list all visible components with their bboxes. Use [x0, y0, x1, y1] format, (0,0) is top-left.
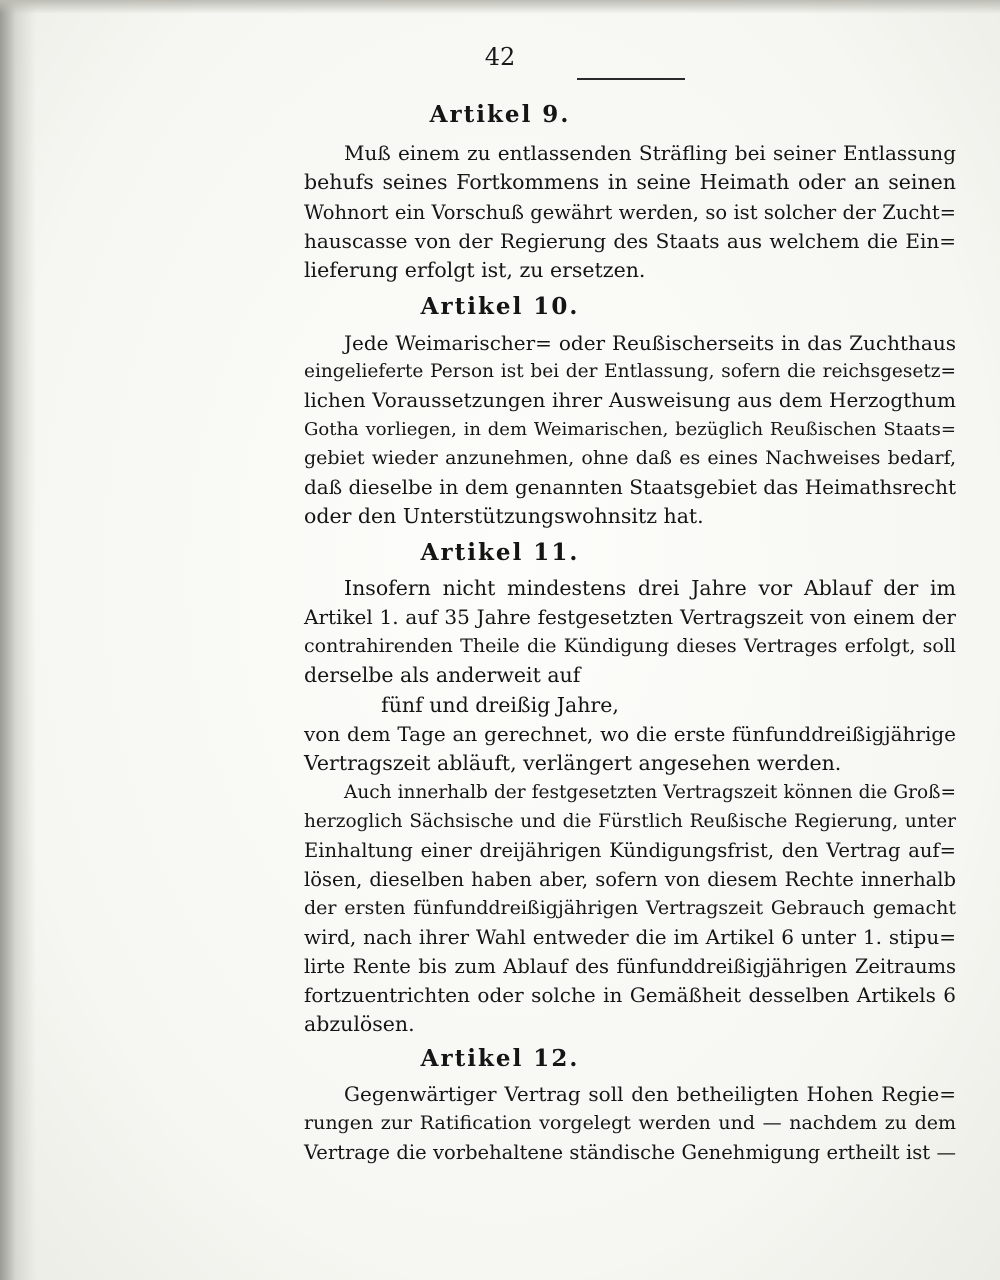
page-number: 42 — [484, 43, 516, 71]
text-line: Vertragszeit abläuft, verlängert angesehen werden. — [304, 751, 842, 775]
text-line: wird, nach ihrer Wahl entweder die im Artikel 6 unter 1. stipu= — [304, 925, 956, 949]
heading-artikel-12: Artikel 12. — [420, 1045, 580, 1072]
text-line: daß dieselbe in dem genannten Staatsgebiet das Heimathsrecht — [304, 475, 956, 499]
text-line: Artikel 1. auf 35 Jahre festgesetzten Vertragszeit von einem der — [304, 605, 956, 629]
text-line: Gegenwärtiger Vertrag soll den betheiligten Hohen Regie= — [344, 1082, 956, 1106]
text-line: Muß einem zu entlassenden Sträfling bei seiner Entlassung — [344, 141, 956, 165]
text-line: Insofern nicht mindestens drei Jahre vor Ablauf der im — [344, 576, 956, 600]
heading-artikel-10: Artikel 10. — [420, 293, 580, 320]
text-line: herzoglich Sächsische und die Fürstlich Reußische Regierung, unter — [304, 811, 956, 832]
text-line: behufs seines Fortkommens in seine Heimath oder an seinen — [304, 170, 956, 194]
text-line: Wohnort ein Vorschuß gewährt werden, so ist solcher der Zucht= — [304, 201, 956, 224]
text-line: der ersten fünfunddreißigjährigen Vertragszeit Gebrauch gemacht — [304, 897, 956, 919]
text-line-centered: fünf und dreißig Jahre, — [381, 693, 619, 717]
text-line: Auch innerhalb der festgesetzten Vertragszeit können die Groß= — [344, 782, 956, 803]
heading-artikel-9: Artikel 9. — [429, 101, 571, 128]
text-line: Jede Weimarischer= oder Reußischerseits in das Zuchthaus — [344, 331, 956, 355]
text-line: hauscasse von der Regierung des Staats aus welchem die Ein= — [304, 229, 956, 253]
text-line: lieferung erfolgt ist, zu ersetzen. — [304, 258, 646, 282]
heading-artikel-11: Artikel 11. — [420, 539, 580, 566]
text-line: rungen zur Ratification vorgelegt werden und — nachdem zu dem — [304, 1112, 956, 1134]
text-line: abzulösen. — [304, 1012, 415, 1036]
text-line: gebiet wieder anzunehmen, ohne daß es eines Nachweises bedarf, — [304, 447, 956, 469]
scan-edge-shadow — [0, 0, 36, 1280]
text-line: eingelieferte Person ist bei der Entlassung, sofern die reichsgesetz= — [304, 361, 956, 382]
text-line: von dem Tage an gerechnet, wo die erste fünfunddreißigjährige — [304, 722, 956, 746]
text-line: Vertrage die vorbehaltene ständische Genehmigung ertheilt ist — — [304, 1141, 956, 1164]
text-line: Einhaltung einer dreijährigen Kündigungsfrist, den Vertrag auf= — [304, 839, 956, 862]
text-line: lirte Rente bis zum Ablauf des fünfunddreißigjährigen Zeitraums — [304, 955, 956, 978]
text-line: Gotha vorliegen, in dem Weimarischen, bezüglich Reußischen Staats= — [304, 419, 956, 440]
text-line: derselbe als anderweit auf — [304, 663, 581, 687]
text-line: contrahirenden Theile die Kündigung dieses Vertrages erfolgt, soll — [304, 635, 956, 657]
text-line: oder den Unterstützungswohnsitz hat. — [304, 504, 704, 528]
scan-top-shadow — [0, 0, 1000, 14]
text-line: lichen Voraussetzungen ihrer Ausweisung aus dem Herzogthum — [304, 388, 956, 412]
text-line: fortzuentrichten oder solche in Gemäßheit desselben Artikels 6 — [304, 983, 956, 1007]
text-line: lösen, dieselben haben aber, sofern von diesem Rechte innerhalb — [304, 868, 956, 891]
page-number-rule — [577, 78, 685, 80]
